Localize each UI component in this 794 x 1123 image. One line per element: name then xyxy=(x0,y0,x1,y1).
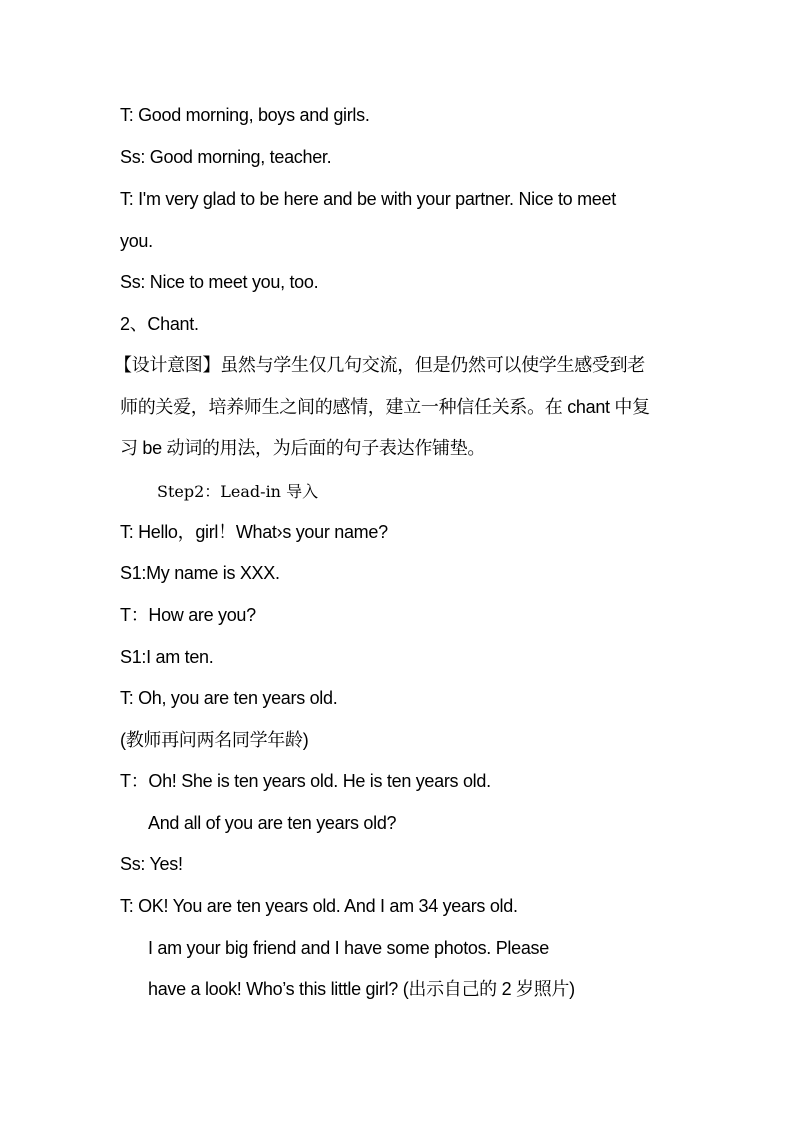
dialogue-line-ss-greeting: Ss: Good morning, teacher. xyxy=(120,147,332,167)
dialogue-line-t-photo: have a look! Who’s this little girl? (出示自己的 2 岁照片) xyxy=(148,979,575,999)
dialogue-line-s1-ten: S1:I am ten. xyxy=(120,647,214,667)
dialogue-line-t-glad: T: I'm very glad to be here and be with your partner. Nice to meet xyxy=(120,189,616,209)
step-heading-lead-in: Step2：Lead-in 导入 xyxy=(157,482,319,501)
dialogue-line-t-ok: T: OK! You are ten years old. And I am 34 years old. xyxy=(120,896,518,916)
dialogue-line-s1-name: S1:My name is XXX. xyxy=(120,563,280,583)
dialogue-line-t-greeting: T: Good morning, boys and girls. xyxy=(120,105,370,125)
dialogue-line-t-big-friend: I am your big friend and I have some photos. Please xyxy=(148,938,549,958)
design-intent-line-1: 【设计意图】虽然与学生仅几句交流，但是仍然可以使学生感受到老 xyxy=(114,355,645,375)
dialogue-line-ss-nice: Ss: Nice to meet you, too. xyxy=(120,272,319,292)
section-heading-chant: 2、Chant. xyxy=(120,314,199,334)
teacher-note-ask-age: (教师再问两名同学年龄) xyxy=(120,730,309,750)
design-intent-line-2: 师的关爱，培养师生之间的感情，建立一种信任关系。在 chant 中复 xyxy=(120,397,650,417)
design-intent-line-3: 习 be 动词的用法，为后面的句子表达作铺垫。 xyxy=(120,438,486,458)
dialogue-line-t-glad-cont: you. xyxy=(120,231,153,251)
dialogue-line-ss-yes: Ss: Yes! xyxy=(120,854,183,874)
dialogue-line-t-all-of-you: And all of you are ten years old? xyxy=(148,813,397,833)
dialogue-line-t-she-he: T：Oh! She is ten years old. He is ten years old. xyxy=(120,771,491,791)
dialogue-line-t-hello: T: Hello，girl！What›s your name? xyxy=(120,522,388,542)
dialogue-line-t-ten-years: T: Oh, you are ten years old. xyxy=(120,688,338,708)
dialogue-line-t-how: T：How are you? xyxy=(120,605,256,625)
